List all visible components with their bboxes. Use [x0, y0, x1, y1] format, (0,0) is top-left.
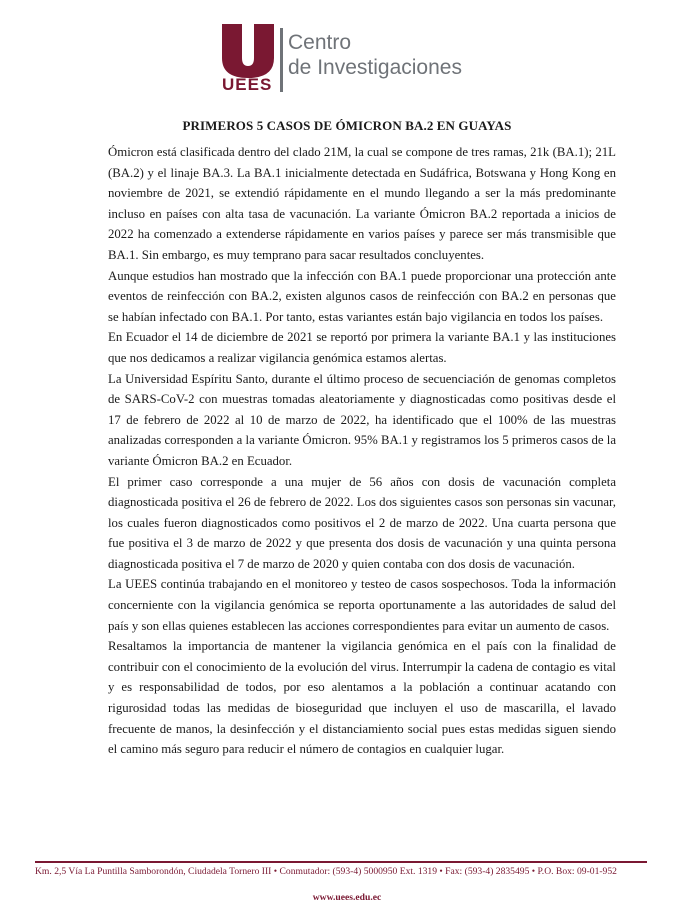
paragraph-3: En Ecuador el 14 de diciembre de 2021 se reportó por primera la variante BA.1 y las instituciones que nos dedicamos a realizar vigilancia genómica estamos alertas.: [108, 330, 616, 365]
footer-website-link[interactable]: www.uees.edu.ec: [312, 892, 382, 903]
logo-wordmark: UEES: [222, 75, 273, 94]
org-name-line2: de Investigaciones: [288, 56, 462, 79]
paragraph-5: El primer caso corresponde a una mujer de 56 años con dosis de vacunación completa diagnosticada positiva el 26 de febrero de 2022. Los dos siguientes casos son personas sin vacunar, los cuales fueron diagnosticados como positivos el 2 de marzo de 2022. Una cuarta persona que fue positiva el 3 de marzo de 2022 y que presenta dos dosis de vacunación y una quinta persona diagnosticada positiva el 7 de marzo de 2020 y quien contaba con dos dosis de vacunación.: [108, 474, 616, 571]
uees-logo: [220, 22, 460, 94]
paragraph-4: La Universidad Espíritu Santo, durante el último proceso de secuenciación de genomas completos de SARS-CoV-2 con muestras tomadas aleatoriamente y diagnosticadas como positivas desde el 17 de febrero de 2022 al 10 de marzo de 2022, ha identificado que el 100% de las muestras analizadas corresponden a la variante Ómicron. 95% BA.1 y registramos los 5 primeros casos de la variante Ómicron BA.2 en Ecuador.: [108, 371, 616, 468]
document-title: PRIMEROS 5 CASOS DE ÓMICRON BA.2 EN GUAYAS: [182, 118, 512, 133]
paragraph-2: Aunque estudios han mostrado que la infección con BA.1 puede proporcionar una protección ante eventos de reinfección con BA.2, existen algunos casos de reinfección con BA.2 en personas que se habían infectado con BA.1. Por tanto, estas variantes están bajo vigilancia en todos los países.: [108, 268, 616, 324]
logo-divider: [280, 28, 283, 92]
org-name-line1: Centro: [288, 31, 352, 54]
org-name: [288, 30, 462, 80]
document-body: [108, 142, 616, 760]
paragraph-1: Ómicron está clasificada dentro del clado 21M, la cual se compone de tres ramas, 21k (BA.1); 21L (BA.2) y el linaje BA.3. La BA.1 inicialmente detectada en Sudáfrica, Botswana y Hong Kong en noviembre de 2021, se extendió rápidamente en el mundo llegando a ser la más predominante incluso en países con alta tasa de vacunación. La variante Ómicron BA.2 reportada a inicios de 2022 ha comenzado a extenderse rápidamente en varios países y parece ser más transmisible que BA.1. Sin embargo, es muy temprano para sacar resultados concluyentes.: [108, 145, 616, 262]
footer-address: Km. 2,5 Vía La Puntilla Samborondón, Ciudadela Tornero III • Conmutador: (593-4) 5000950 Ext. 1319 • Fax: (593-4) 2835495 • P.O. Box: 09-01-952: [35, 866, 617, 877]
paragraph-6: La UEES continúa trabajando en el monitoreo y testeo de casos sospechosos. Toda la información concerniente con la vigilancia genómica se reporta oportunamente a las autoridades de salud del país y son ellas quienes establecen las acciones correspondientes para evitar un aumento de casos.: [108, 577, 616, 633]
footer-divider: [35, 861, 647, 863]
paragraph-7: Resaltamos la importancia de mantener la vigilancia genómica en el país con la finalidad de contribuir con el conocimiento de la evolución del virus. Interrumpir la cadena de contagio es vital y es responsabilidad de todos, por eso alentamos a la población a continuar acatando con rigurosidad todas las medidas de bioseguridad que incluyen el uso de mascarilla, el lavado frecuente de manos, la desinfección y el distanciamiento social pues estas medidas siguen siendo el camino más seguro para reducir el número de contagios en cualquier lugar.: [108, 639, 616, 757]
